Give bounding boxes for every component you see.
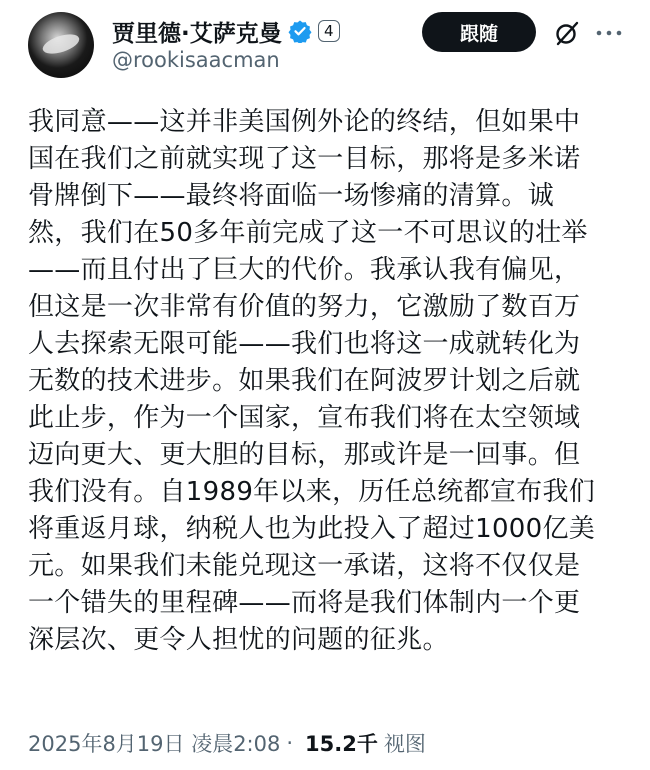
- post-text: [28, 104, 628, 659]
- post-text-line: 一个错失的里程碑——而将是我们体制内一个更: [28, 588, 581, 618]
- avatar[interactable]: [28, 12, 94, 78]
- post-header: [20, 10, 630, 80]
- author-display-name[interactable]: 贾里德·艾萨克曼: [112, 20, 282, 47]
- post-text-line: 国在我们之前就实现了这一目标，那将是多米诺: [28, 144, 581, 174]
- post-text-line: 然，我们在50多年前完成了这一不可思议的壮举: [28, 218, 588, 248]
- affiliate-badge[interactable]: 4: [318, 20, 340, 42]
- post-text-line: 将重返月球，纳税人也为此投入了超过1000亿美: [28, 514, 596, 544]
- post-text-line: 我们没有。自1989年以来，历任总统都宣布我们: [28, 477, 596, 507]
- post-text-line: ——而且付出了巨大的代价。我承认我有偏见，: [28, 255, 581, 285]
- verified-badge-icon: [288, 19, 312, 43]
- meta-separator: ·: [286, 731, 294, 755]
- post-text-line: 骨牌倒下——最终将面临一场惨痛的清算。诚: [28, 181, 555, 211]
- post-text-line: 此止步，作为一个国家，宣布我们将在太空领域: [28, 403, 581, 433]
- post-text-line: 深层次、更令人担忧的问题的征兆。: [28, 625, 449, 655]
- post-text-line: 元。如果我们未能兑现这一承诺，这将不仅仅是: [28, 551, 581, 581]
- post-text-line: 无数的技术进步。如果我们在阿波罗计划之后就: [28, 366, 581, 396]
- views-label: 视图: [383, 732, 426, 756]
- author-name-row: [112, 16, 340, 46]
- post-text-line: 但这是一次非常有价值的努力，它激励了数百万: [28, 292, 581, 322]
- post-text-line: 我同意——这并非美国例外论的终结，但如果中: [28, 107, 581, 137]
- author-handle[interactable]: @rookisaacman: [112, 48, 280, 72]
- post-meta: [28, 728, 426, 758]
- post-text-line: 迈向更大、更大胆的目标，那或许是一回事。但: [28, 440, 581, 470]
- more-dots-icon[interactable]: [594, 20, 624, 46]
- post-text-line: 人去探索无限可能——我们也将这一成就转化为: [28, 329, 581, 359]
- views-count: 15.2千: [305, 732, 378, 756]
- post-timestamp[interactable]: 2025年8月19日 凌晨2:08: [28, 732, 281, 756]
- follow-button[interactable]: 跟随: [422, 12, 536, 52]
- grok-icon[interactable]: [554, 20, 580, 46]
